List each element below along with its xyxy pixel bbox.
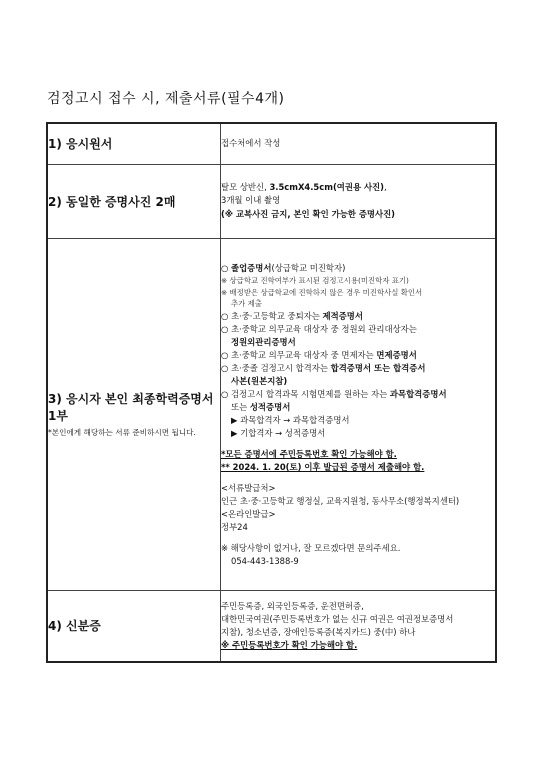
bullet: ○: [221, 263, 231, 274]
row-content: 접수처에서 작성: [221, 123, 497, 164]
row-content: [221, 590, 497, 662]
row-label: [47, 238, 221, 590]
contact-phone: 054-443-1388-9: [231, 555, 299, 566]
compulsory-text: ○ 초·중학교 의무교육 대상자 중 정원외 관리대상자는: [221, 323, 417, 334]
table-row: [47, 238, 496, 590]
page-title: 검정고시 접수 시, 제출서류(필수4개): [47, 91, 285, 107]
score-text: ○ 검정고시 합격과목 시험면제를 원하는 자는: [221, 388, 390, 399]
subject-pass-cert: 과목합격증명서: [389, 388, 447, 399]
row-content: [221, 164, 497, 238]
exempt-cert: 면제증명서: [376, 349, 417, 360]
contact-note: ※ 해당사항이 없거나, 잘 모르겠다면 문의주세요.: [221, 542, 401, 553]
score-cert: 성적증명서: [249, 401, 291, 412]
id-line: 주민등록증, 외국인등록증, 운전면허증,: [221, 600, 364, 611]
id-line: 지참), 청소년증, 장애인등록증(복지카드) 중(中) 하나: [221, 626, 416, 637]
photo-size: 3.5cmX4.5cm(여권용 사진): [269, 182, 384, 193]
row-label: 2) 동일한 증명사진 2매: [47, 164, 221, 238]
pass-copy: 사본(원본지참): [231, 375, 288, 386]
id-line: 대한민국여권(주민등록번호가 없는 신규 여권은 여권정보증명서: [221, 613, 454, 624]
photo-line-1c: ,: [383, 182, 387, 193]
online-body: 정부24: [221, 521, 248, 532]
arrow-item: ▶ 과목합격자 → 과목합격증명서: [231, 414, 350, 425]
pass-cert: 합격증명서 또는 합격증서: [330, 362, 426, 373]
dropout-cert: 제적증명서: [322, 310, 363, 321]
issue-heading: <서류발급처>: [221, 482, 276, 493]
pass-text: ○ 초·중졸 검정고시 합격자는: [221, 362, 331, 373]
photo-line-3: (※ 교복사진 금지, 본인 확인 가능한 증명사진): [221, 208, 396, 219]
row-label: 4) 신분증: [47, 590, 221, 662]
exempt-text: ○ 초·중학교 의무교육 대상자 중 면제자는: [221, 349, 377, 360]
row-sublabel: *본인에게 해당하는 서류 준비하시면 됩니다.: [48, 428, 196, 437]
note-line: ※ 배정받은 상급학교에 진학하지 않은 경우 미진학사실 확인서: [221, 287, 423, 297]
warning-line: *모든 증명서에 주민등록번호 확인 가능해야 함.: [221, 448, 397, 459]
required-documents-table: [46, 122, 497, 663]
table-row: [47, 164, 496, 238]
table-row: [47, 123, 496, 164]
warning-line: ** 2024. 1. 20(토) 이후 발급된 증명서 제출해야 함.: [221, 461, 425, 472]
score-or: 또는: [231, 401, 250, 412]
row-label-text: 3) 응시자 본인 최종학력증명서 1부: [48, 392, 214, 423]
note-line: 추가 제출: [231, 299, 262, 309]
graduation-cert: 졸업증명서: [230, 263, 272, 274]
graduation-note: (상급학교 미진학자): [271, 263, 346, 274]
row-label: 1) 응시원서: [47, 123, 221, 164]
table-row: [47, 590, 496, 662]
arrow-item: ▶ 기합격자 → 성적증명서: [231, 427, 326, 438]
issue-body: 인근 초·중·고등학교 행정실, 교육지원청, 동사무소(행정복지센터): [221, 495, 460, 506]
compulsory-cert: 정원외관리증명서: [231, 336, 296, 347]
online-heading: <온라인발급>: [221, 508, 276, 519]
note-line: ※ 상급학교 진학여부가 표시된 검정고시용(미진학자 표기): [221, 276, 409, 286]
id-warning: ※ 주민등록번호가 확인 가능해야 함.: [221, 639, 358, 650]
row-content: [221, 238, 497, 590]
dropout-text: ○ 초·중·고등학교 중퇴자는: [221, 310, 323, 321]
photo-line-2: 3개월 이내 촬영: [221, 195, 281, 206]
photo-line-1a: 탈모 상반신,: [221, 182, 270, 193]
